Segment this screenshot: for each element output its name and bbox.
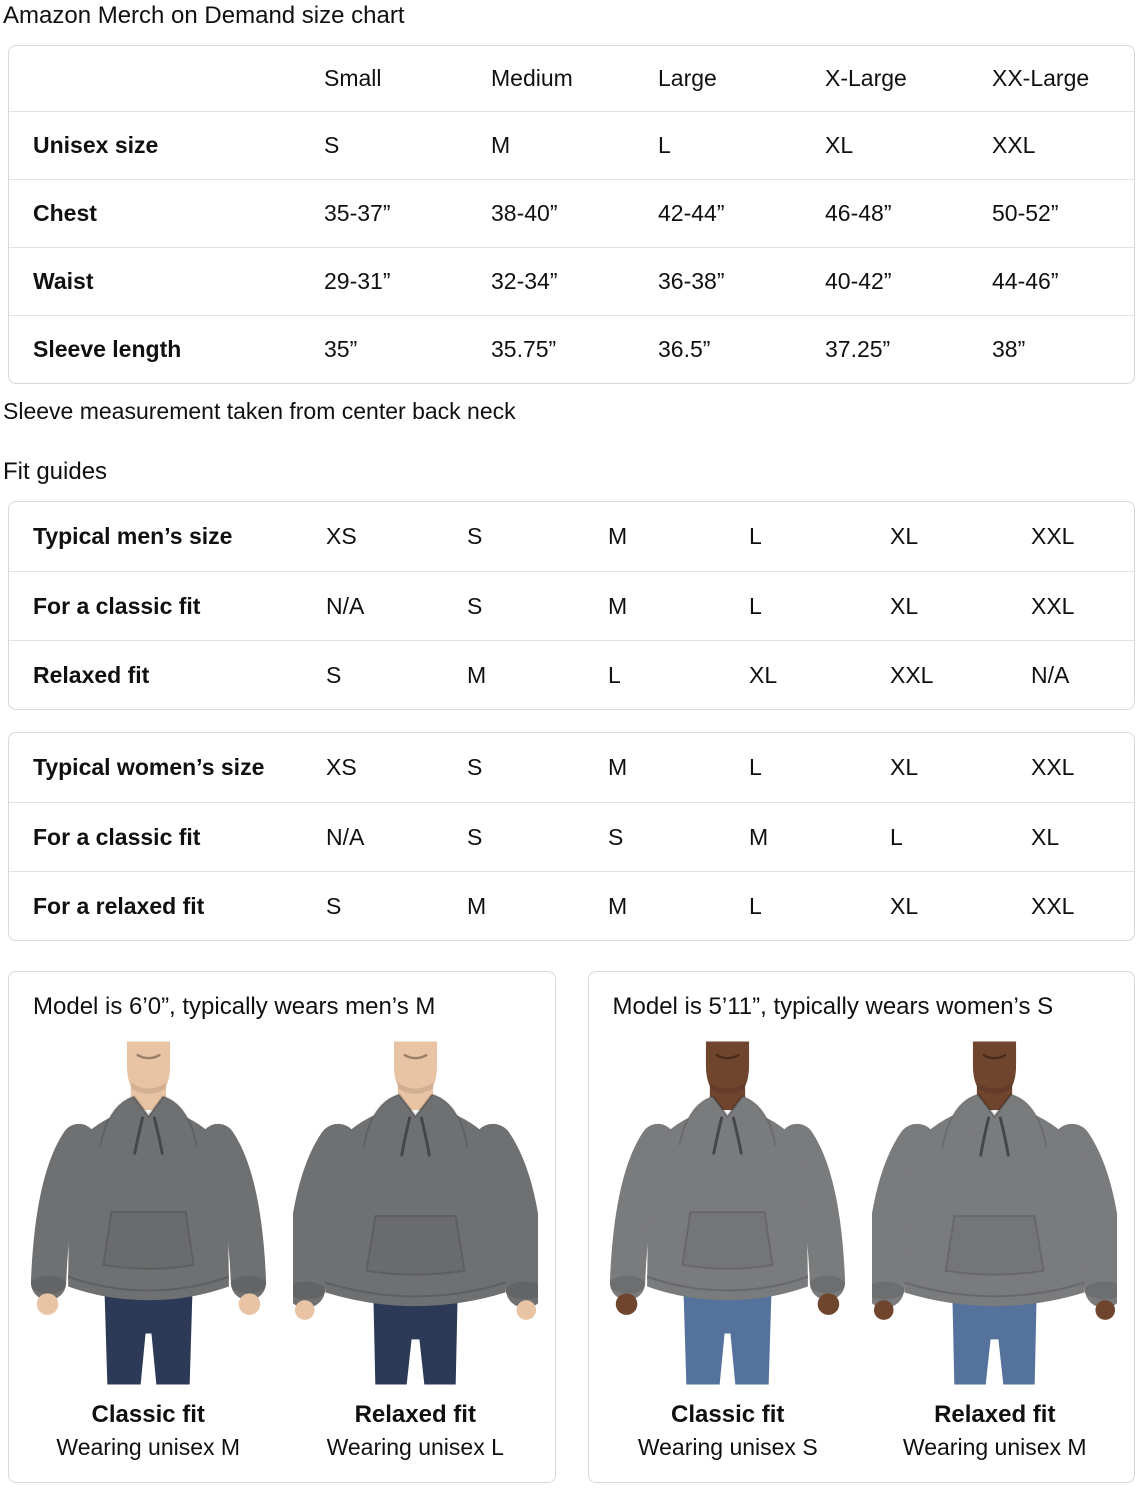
sleeve-note: Sleeve measurement taken from center back neck	[3, 398, 516, 424]
size-cell: 37.25”	[825, 336, 891, 362]
fit-cell: M	[608, 754, 628, 780]
table-row-waist	[9, 247, 1134, 315]
caption-fit-type: Classic fit	[91, 1401, 205, 1428]
fit-cell: M	[749, 823, 769, 850]
table-row-womens-classic-fit	[9, 802, 1134, 871]
page-title: Amazon Merch on Demand size chart	[3, 2, 405, 29]
fit-cell: L	[749, 892, 762, 919]
size-cell: 50-52”	[992, 200, 1059, 226]
size-cell: 46-48”	[825, 200, 892, 226]
size-cell: 32-34”	[491, 268, 558, 294]
fit-cell: XL	[890, 523, 919, 549]
table-row-typical-mens-size	[9, 502, 1134, 571]
size-cell: 29-31”	[324, 268, 391, 294]
size-cell: 40-42”	[825, 268, 892, 294]
fit-cell: L	[749, 523, 762, 549]
row-label: Sleeve length	[33, 336, 182, 362]
column-header-x-large: X-Large	[825, 65, 907, 91]
column-header-medium: Medium	[491, 65, 573, 91]
size-cell: XXL	[992, 132, 1036, 158]
size-chart-header-row	[9, 46, 1134, 111]
size-cell: 35”	[324, 336, 358, 362]
fit-cell: S	[467, 523, 483, 549]
fit-cell: S	[467, 754, 483, 780]
size-cell: XL	[825, 132, 854, 158]
size-cell: M	[491, 132, 511, 158]
row-label: Unisex size	[33, 132, 159, 158]
size-cell: 36.5”	[658, 336, 711, 362]
fit-cell: XL	[749, 661, 778, 688]
size-cell: 35-37”	[324, 200, 391, 226]
row-label: For a classic fit	[33, 823, 201, 850]
fit-cell: S	[467, 592, 483, 619]
table-row-womens-relaxed-fit	[9, 871, 1134, 940]
caption-fit-type: Classic fit	[671, 1401, 785, 1428]
fit-cell: M	[608, 592, 628, 619]
fit-cell: XXL	[1031, 892, 1075, 919]
fit-cell: XL	[1031, 823, 1060, 850]
size-cell: L	[658, 132, 671, 158]
model-figure	[872, 1038, 1117, 1461]
fit-cell: N/A	[326, 823, 365, 850]
table-row-chest	[9, 179, 1134, 247]
fit-cell: XS	[326, 523, 357, 549]
row-label: For a relaxed fit	[33, 892, 205, 919]
table-row-unisex-size	[9, 111, 1134, 179]
fit-cell: S	[326, 892, 342, 919]
table-row-mens-relaxed-fit	[9, 640, 1134, 709]
size-cell: 38-40”	[491, 200, 558, 226]
fit-cell: XL	[890, 754, 919, 780]
model-figure	[293, 1038, 538, 1461]
row-label: Typical men’s size	[33, 523, 233, 549]
womens-fit-table	[8, 732, 1135, 941]
caption-fit-type: Relaxed fit	[354, 1401, 476, 1428]
fit-cell: S	[326, 661, 342, 688]
fit-cell: L	[890, 823, 903, 850]
model-photo-relaxed-fit	[293, 1038, 538, 1388]
fit-cell: XL	[890, 592, 919, 619]
model-panel-men	[8, 971, 556, 1483]
caption-wearing: Wearing unisex M	[56, 1434, 241, 1460]
model-panel-women	[588, 971, 1136, 1483]
panel-heading: Model is 5’11”, typically wears women’s S	[612, 993, 1054, 1020]
figures-row	[9, 1038, 555, 1461]
size-cell: 36-38”	[658, 268, 725, 294]
caption-fit-type: Relaxed fit	[934, 1401, 1056, 1428]
model-figure	[605, 1038, 850, 1461]
fit-cell: M	[467, 661, 487, 688]
size-chart-table	[8, 45, 1135, 384]
figures-row	[589, 1038, 1135, 1461]
fit-cell: N/A	[1031, 661, 1070, 688]
mens-fit-table	[8, 501, 1135, 710]
model-photo-relaxed-fit	[872, 1038, 1117, 1388]
fit-cell: L	[749, 592, 762, 619]
panel-heading: Model is 6’0”, typically wears men’s M	[33, 993, 436, 1020]
table-row-typical-womens-size	[9, 733, 1134, 802]
fit-cell: XXL	[1031, 592, 1075, 619]
fit-cell: XL	[890, 892, 919, 919]
caption-wearing: Wearing unisex S	[637, 1434, 818, 1460]
fit-cell: XS	[326, 754, 357, 780]
row-label: For a classic fit	[33, 592, 201, 619]
model-photo-classic-fit	[26, 1038, 271, 1388]
size-cell: S	[324, 132, 340, 158]
fit-cell: M	[608, 892, 628, 919]
fit-cell: XXL	[890, 661, 934, 688]
row-label: Typical women’s size	[33, 754, 265, 780]
caption-wearing: Wearing unisex L	[326, 1434, 504, 1460]
column-header-xx-large: XX-Large	[992, 65, 1090, 91]
fit-cell: M	[467, 892, 487, 919]
table-row-mens-classic-fit	[9, 571, 1134, 640]
size-cell: 42-44”	[658, 200, 725, 226]
fit-cell: S	[467, 823, 483, 850]
fit-cell: N/A	[326, 592, 365, 619]
table-row-sleeve-length	[9, 315, 1134, 383]
fit-cell: S	[608, 823, 624, 850]
fit-cell: L	[608, 661, 621, 688]
row-label: Chest	[33, 200, 97, 226]
fit-cell: XXL	[1031, 754, 1075, 780]
caption-wearing: Wearing unisex M	[902, 1434, 1087, 1460]
fit-cell: XXL	[1031, 523, 1075, 549]
row-label: Relaxed fit	[33, 661, 150, 688]
model-panels	[8, 971, 1135, 1483]
model-figure	[26, 1038, 271, 1461]
fit-cell: L	[749, 754, 762, 780]
column-header-large: Large	[658, 65, 717, 91]
size-cell: 44-46”	[992, 268, 1059, 294]
fit-guides-heading: Fit guides	[3, 458, 108, 485]
fit-cell: M	[608, 523, 628, 549]
size-cell: 35.75”	[491, 336, 557, 362]
row-label: Waist	[33, 268, 94, 294]
column-header-small: Small	[324, 65, 382, 91]
size-cell: 38”	[992, 336, 1026, 362]
model-photo-classic-fit	[605, 1038, 850, 1388]
